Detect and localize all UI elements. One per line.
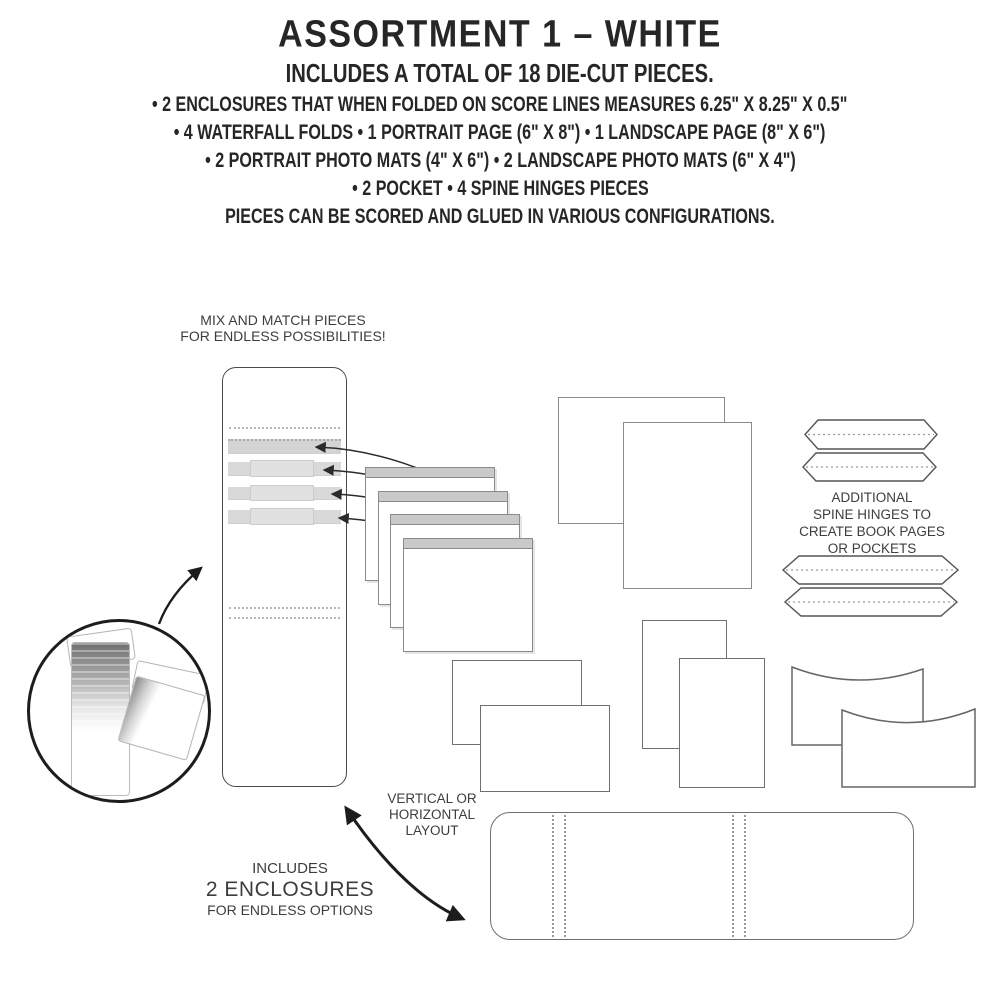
fold-strip: [365, 467, 495, 478]
spine-hinge-bar: [228, 462, 341, 476]
horizontal-enclosure: [490, 812, 914, 940]
score-line: [229, 607, 340, 609]
page-title: ASSORTMENT 1 – WHITE: [278, 13, 722, 56]
layout-note: VERTICAL OR HORIZONTAL LAYOUT: [387, 791, 477, 838]
pockets-detail-circle: [27, 619, 211, 803]
spine-hinge-bar: [228, 510, 341, 524]
landscape-photo-mat: [480, 705, 610, 792]
score-line: [564, 815, 566, 937]
vertical-enclosure: [222, 367, 347, 787]
spine-hinge-piece: [803, 453, 936, 481]
score-line: [552, 815, 554, 937]
header: [0, 12, 1000, 228]
contents-line-2: • 4 WATERFALL FOLDS • 1 PORTRAIT PAGE (6" X 8") • 1 LANDSCAPE PAGE (8" X 6"): [174, 119, 826, 144]
additional-hinges-note: ADDITIONAL SPINE HINGES TO CREATE BOOK PAGES OR POCKETS: [799, 490, 945, 556]
contents-line-1: • 2 ENCLOSURES THAT WHEN FOLDED ON SCORE LINES MEASURES 6.25" X 8.25" X 0.5": [152, 91, 848, 116]
score-line: [732, 815, 734, 937]
contents-line-4: • 2 POCKET • 4 SPINE HINGES PIECES: [351, 175, 649, 200]
page-subtitle: INCLUDES A TOTAL OF 18 DIE-CUT PIECES.: [285, 58, 715, 88]
spine-hinge-bar: [228, 439, 341, 454]
detail-arrow: [159, 568, 201, 624]
spine-hinge-flap: [250, 508, 314, 525]
pocket-piece: [792, 667, 923, 745]
waterfall-fold-page: [403, 538, 533, 652]
spine-hinge-piece: [805, 420, 937, 449]
spine-hinge-flap: [250, 485, 314, 501]
contents-line-3: • 2 PORTRAIT PHOTO MATS (4" X 6") • 2 LANDSCAPE PHOTO MATS (6" X 4"): [204, 147, 796, 172]
score-line: [229, 617, 340, 619]
fold-strip: [378, 491, 508, 502]
portrait-photo-mat: [679, 658, 765, 788]
spine-hinge-flap: [250, 460, 314, 477]
portrait-page: [623, 422, 752, 589]
pocket-piece: [842, 709, 975, 787]
score-line: [229, 427, 340, 429]
enclosures-note: INCLUDES 2 ENCLOSURES FOR ENDLESS OPTIONS: [205, 860, 375, 918]
spine-hinge-piece: [783, 556, 958, 584]
score-line: [744, 815, 746, 937]
spine-hinge-piece: [785, 588, 957, 616]
spine-hinge-bar: [228, 487, 341, 500]
contents-line-5: PIECES CAN BE SCORED AND GLUED IN VARIOUS CONFIGURATIONS.: [225, 203, 775, 228]
mix-match-note: MIX AND MATCH PIECES FOR ENDLESS POSSIBILITIES!: [180, 312, 386, 344]
fold-strip: [403, 538, 533, 549]
fold-strip: [390, 514, 520, 525]
